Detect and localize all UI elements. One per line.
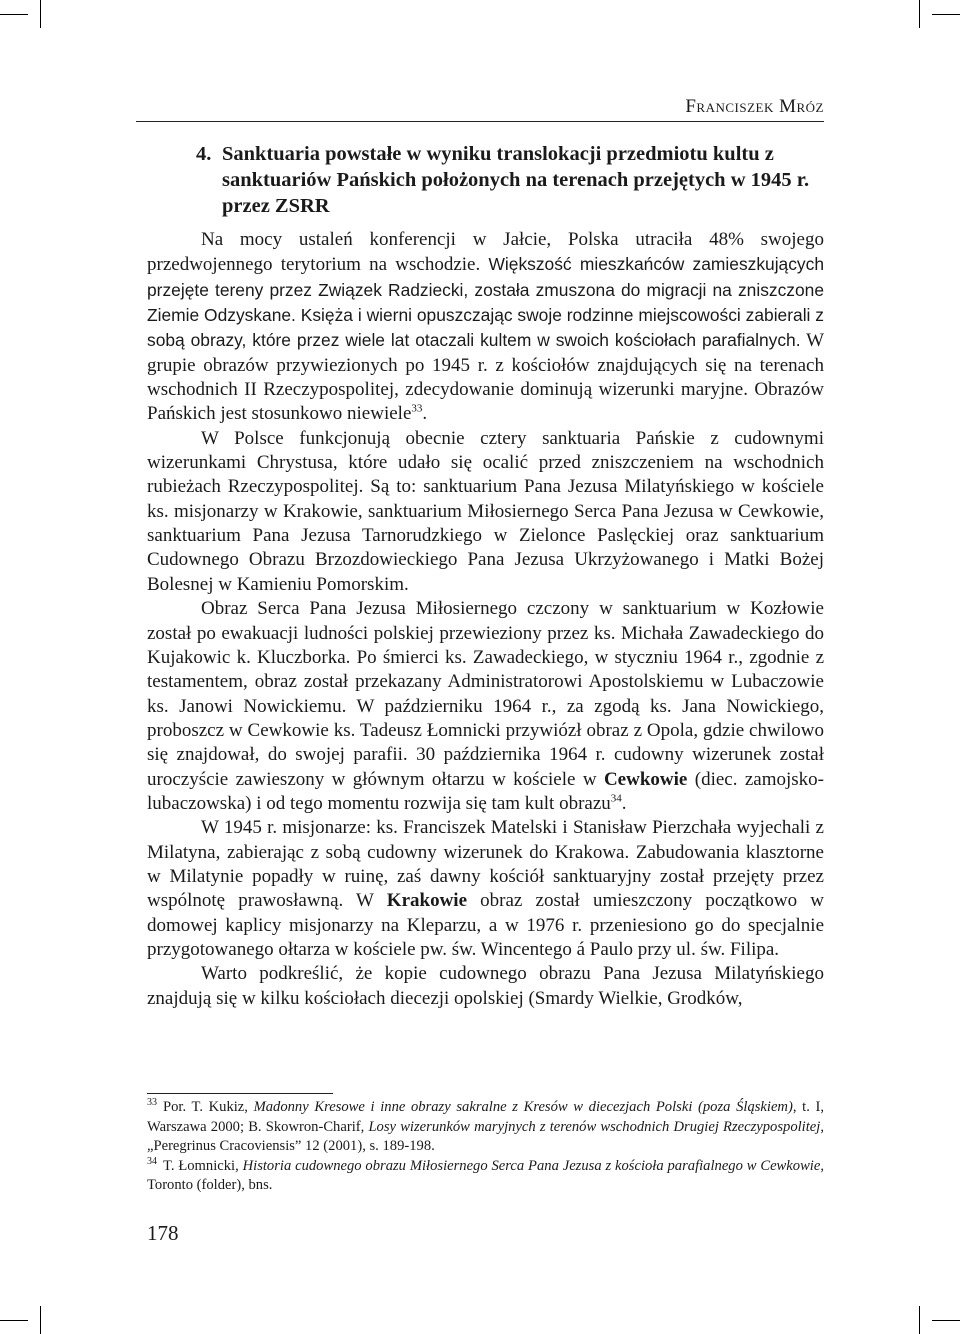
section-number: 4. xyxy=(196,143,212,165)
footnote-ref-34[interactable]: 34 xyxy=(610,792,622,805)
paragraph-1 xyxy=(147,228,824,427)
paragraph-1-intro: Na mocy ustaleń konferencji w Jałcie, Polska utraciła 48% swojego przedwojennego terytorium na wschodzie. xyxy=(147,229,824,276)
paragraph-4 xyxy=(147,816,824,962)
paragraph-4-text: W 1945 r. misjonarze: ks. Franciszek Matelski i Stanisław Pierzchała wyjechali z Milatyna, zabierając z sobą cudowny wizerunek do Krakowa. Zabudowania klasztorne w Milatynie popadły w ruinę, zaś dawny kościół sanktuaryjny został przejęty przez wspólnotę prawosławną. W xyxy=(147,817,824,912)
paragraph-1-tail: W grupie obrazów przywiezionych po 1945 r. z kościołów znajdujących się na terenach wschodnich II Rzeczypospolitej, zdecydowanie dominują wizerunki maryjne. Obrazów Pańskich jest stosunkowo niewiele xyxy=(147,330,824,425)
section-title: Sanktuaria powstałe w wyniku translokacji przedmiotu kultu z sanktuariów Pańskich położonych na terenach przejętych w 1945 r. przez ZSRR xyxy=(222,143,810,217)
footnote-33 xyxy=(147,1098,824,1157)
footnote-34-text-b: , Toronto (folder), bns. xyxy=(147,1157,824,1193)
footnote-33-text-c: , „Peregrinus Cracoviensis” 12 (2001), s. 189-198. xyxy=(147,1118,824,1154)
footnote-34-text-a: T. Łomnicki, xyxy=(163,1157,243,1174)
crop-mark-top-right xyxy=(919,0,920,28)
footnote-34-number: 34 xyxy=(147,1155,157,1167)
footnote-33-text-a: Por. T. Kukiz, xyxy=(163,1099,254,1115)
paragraph-4-tail: obraz został umieszczony początkowo w domowej kaplicy misjonarzy na Kleparzu, a w 1976 r. przeniesiono go do specjalnie przygotowanego ołtarza w kościele pw. św. Wincentego á Paulo przy ul. św. Filipa. xyxy=(147,890,824,960)
footnote-ref-33[interactable]: 33 xyxy=(411,403,423,416)
paragraph-5: Warto podkreślić, że kopie cudownego obrazu Pana Jezusa Milatyńskiego znajdują się w kilku kościołach diecezji opolskiej (Smardy Wielkie, Grodków, xyxy=(147,963,824,1009)
section-heading xyxy=(196,141,824,219)
crop-mark-top-left-horizontal xyxy=(0,14,28,15)
running-head: Franciszek Mróz xyxy=(685,96,824,117)
body-text xyxy=(147,228,824,1011)
crop-mark-top-right-horizontal xyxy=(932,14,960,15)
footnote-33-title-1: Madonny Kresowe i inne obrazy sakralne z Kresów w diecezjach Polski (poza Śląskiem) xyxy=(253,1099,793,1115)
paragraph-1-end: . xyxy=(422,403,428,425)
footnote-34 xyxy=(147,1157,824,1196)
footnotes xyxy=(147,1098,824,1196)
paragraph-2: W Polsce funkcjonują obecnie cztery sanktuaria Pańskie z cudownymi wizerunkami Chrystusa, które udało się ocalić przed zniszczeniem na wschodnich rubieżach Rzeczypospolitej. Są to: sanktuarium Pana Jezusa Milatyńskiego w kościele ks. misjonarzy w Krakowie, sanktuarium Miłosiernego Serca Pana Jezusa w Cewkowie, sanktuarium Pana Jezusa Tarnorudzkiego w Zielonce Paslęckiej oraz sanktuarium Cudownego Obrazu Brzozdowieckiego Pana Jezusa Ukrzyżowanego i Matki Bożej Bolesnej w Kamieniu Pomorskim. xyxy=(147,427,824,595)
page-number: 178 xyxy=(147,1221,179,1245)
crop-mark-bottom-right-horizontal xyxy=(932,1320,960,1321)
paragraph-3-end: . xyxy=(621,792,627,814)
crop-mark-top-left xyxy=(40,0,41,28)
footnote-33-text-b: , t. I, Warszawa 2000; B. Skowron-Charif, xyxy=(147,1099,824,1135)
paragraph-3-bold-place: Cewkowie xyxy=(603,768,688,790)
crop-mark-bottom-right xyxy=(919,1306,920,1334)
paragraph-1-sans-run: Większość mieszkańców zamieszkujących przejęte tereny przez Związek Radziecki, została zmuszona do migracji na zniszczone Ziemie Odzyskane. Księża i wierni opuszczając swoje rodzinne miejscowości zabierali z sobą obrazy, które przez wiele lat otaczali kultem w swoich kościołach parafialnych. xyxy=(147,254,824,351)
footnote-33-number: 33 xyxy=(147,1097,157,1109)
footnote-33-title-2: Losy wizerunków maryjnych z terenów wschodnich Drugiej Rzeczypospolitej xyxy=(368,1118,821,1135)
paragraph-4-bold-place: Krakowie xyxy=(386,890,468,912)
crop-mark-bottom-left xyxy=(40,1306,41,1334)
crop-mark-bottom-left-horizontal xyxy=(0,1320,28,1321)
paragraph-3 xyxy=(147,597,824,816)
paragraph-3-tail: (diec. zamojsko-lubaczowska) i od tego momentu rozwija się tam kult obrazu xyxy=(147,768,824,814)
header-rule xyxy=(136,121,824,122)
footnote-rule xyxy=(147,1093,333,1094)
footnote-34-title-1: Historia cudownego obrazu Miłosiernego Serca Pana Jezusa z kościoła parafialnego w Cewkowie xyxy=(242,1157,821,1174)
paragraph-3-text: Obraz Serca Pana Jezusa Miłosiernego czczony w sanktuarium w Kozłowie został po ewakuacji ludności polskiej przewieziony przez ks. Michała Zawadeckiego do Kujakowic k. Kluczborka. Po śmierci ks. Zawadeckiego, w styczniu 1964 r., zgodnie z testamentem, obraz został przekazany Administratorowi Apostolskiemu w Lubaczowie ks. Janowi Nowickiemu. W październiku 1964 r., za zgodą ks. Jana Nowickiego, proboszcz w Cewkowie ks. Tadeusz Łomnicki przywiózł obraz z Opola, gdzie chwilowo się znajdował, do swojej parafii. 30 października 1964 r. cudowny wizerunek został uroczyście zawieszony w głównym ołtarzu w kościele w xyxy=(147,598,824,790)
